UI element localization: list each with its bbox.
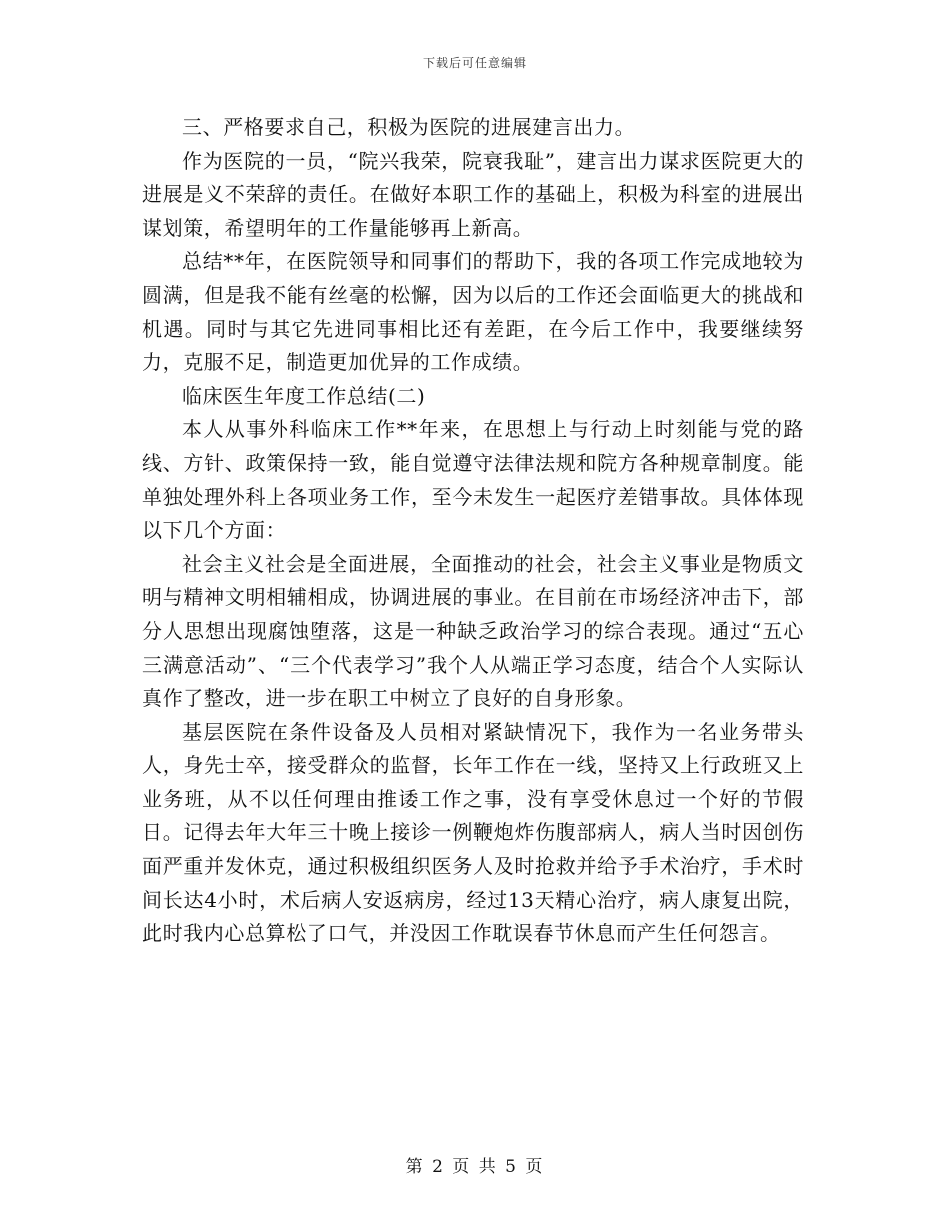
document-body bbox=[142, 111, 804, 951]
paragraph: 社会主义社会是全面进展，全面推动的社会，社会主义事业是物质文明与精神文明相辅相成，协调进展的事业。在目前在市场经济冲击下，部分人思想出现腐蚀堕落，这是一种缺乏政治学习的综合表现。通过“五心三满意活动”、“三个代表学习”我个人从端正学习态度，结合个人实际认真作了整改，进一步在职工中树立了良好的自身形象。 bbox=[142, 551, 804, 711]
paragraph: 本人从事外科临床工作**年来，在思想上与行动上时刻能与党的路线、方针、政策保持一致，能自觉遵守法律法规和院方各种规章制度。能单独处理外科上各项业务工作，至今未发生一起医疗差错事故。具体体现以下几个方面： bbox=[142, 417, 804, 543]
paragraph: 三、严格要求自己，积极为医院的进展建言出力。 bbox=[182, 115, 636, 139]
paragraph: 作为医院的一员，“院兴我荣，院衰我耻”，建言出力谋求医院更大的进展是义不荣辞的责任。在做好本职工作的基础上，积极为科室的进展出谋划策，希望明年的工作量能够再上新高。 bbox=[142, 148, 804, 240]
paragraph: 总结**年，在医院领导和同事们的帮助下，我的各项工作完成地较为圆满，但是我不能有丝毫的松懈，因为以后的工作还会面临更大的挑战和机遇。同时与其它先进同事相比还有差距，在今后工作中，我要继续努力，克服不足，制造更加优异的工作成绩。 bbox=[142, 249, 804, 375]
section-title: 临床医生年度工作总结(二) bbox=[182, 383, 426, 408]
header-note: 下载后可任意编辑 bbox=[422, 56, 527, 70]
paragraph: 基层医院在条件设备及人员相对紧缺情况下，我作为一名业务带头人，身先士卒，接受群众的监督，长年工作在一线，坚持又上行政班又上业务班，从不以任何理由推诿工作之事，没有享受休息过一个好的节假日。记得去年大年三十晚上接诊一例鞭炮炸伤腹部病人，病人当时因创伤面严重并发休克，通过积极组织医务人及时抢救并给予手术治疗，手术时间长达4小时，术后病人安返病房，经过13天精心治疗，病人康复出院，此时我内心总算松了口气，并没因工作耽误春节休息而产生任何怨言。 bbox=[142, 719, 804, 946]
page-number: 第 2 页 共 5 页 bbox=[405, 1157, 545, 1177]
